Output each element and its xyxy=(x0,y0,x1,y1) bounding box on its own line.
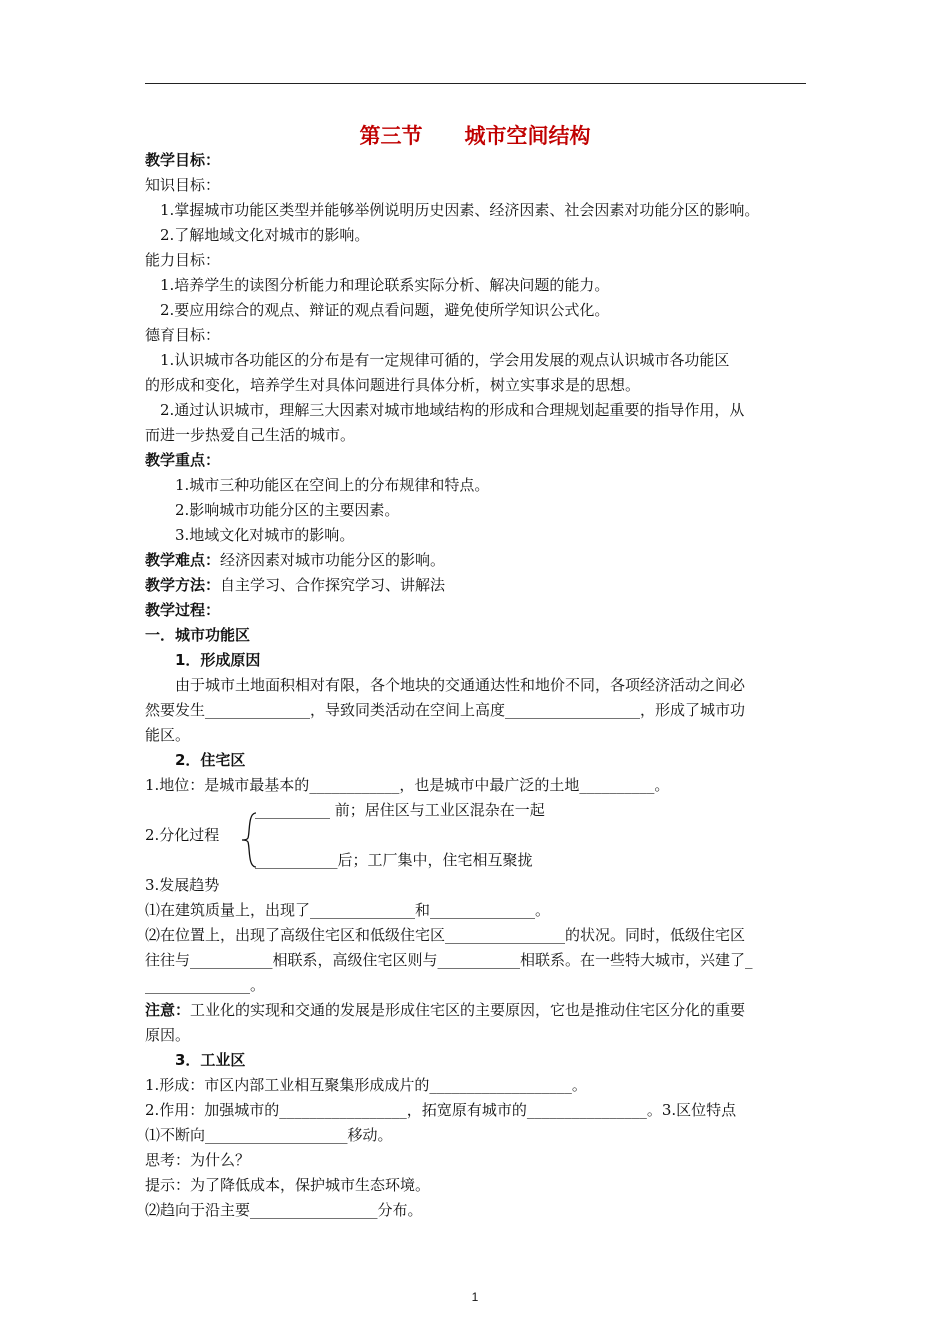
text-line: 往往与___________相联系，高级住宅区则与___________相联系。在一些特大城市，兴建了_ xyxy=(145,951,753,969)
text-line: ___________后；工厂集中，住宅相互聚拢 xyxy=(255,851,533,869)
text-line xyxy=(145,575,445,595)
text-line: 1.城市三种功能区在空间上的分布规律和特点。 xyxy=(175,476,490,494)
text-line: 由于城市土地面积相对有限，各个地块的交通通达性和地价不同，各项经济活动之间必 xyxy=(175,676,746,694)
text-line xyxy=(145,1000,745,1020)
text-line: 1.形成：市区内部工业相互聚集形成成片的___________________。 xyxy=(145,1076,587,1094)
text-line: 德育目标： xyxy=(145,326,221,344)
text-run: 工业化的实现和交通的发展是形成住宅区的主要原因，它也是推动住宅区分化的重要 xyxy=(190,1001,746,1019)
text-line: 而进一步热爱自己生活的城市。 xyxy=(145,426,356,444)
text-line: ⑴不断向___________________移动。 xyxy=(145,1126,393,1144)
text-line: 1.地位：是城市最基本的____________，也是城市中最广泛的土地__________。 xyxy=(145,776,670,794)
text-line: 2．住宅区 xyxy=(175,751,246,769)
text-line: 一．城市功能区 xyxy=(145,626,251,644)
text-line: 1.掌握城市功能区类型并能够举例说明历史因素、经济因素、社会因素对功能分区的影响。 xyxy=(160,201,760,219)
text-line: 教学重点： xyxy=(145,451,221,469)
brace-icon xyxy=(240,812,260,868)
text-line: ⑴在建筑质量上，出现了______________和______________。 xyxy=(145,901,551,919)
text-line: 提示：为了降低成本，保护城市生态环境。 xyxy=(145,1176,431,1194)
text-line: 然要发生______________，导致同类活动在空间上高度__________________，形成了城市功 xyxy=(145,701,746,719)
text-line: 1.认识城市各功能区的分布是有一定规律可循的，学会用发展的观点认识城市各功能区 xyxy=(160,351,730,369)
text-line: 能区。 xyxy=(145,726,191,744)
text-line: 思考：为什么？ xyxy=(145,1151,251,1169)
text-line: ⑵在位置上，出现了高级住宅区和低级住宅区________________的状况。同时，低级住宅区 xyxy=(145,926,746,944)
text-line: 3.发展趋势 xyxy=(145,876,220,894)
text-line: 的形成和变化，培养学生对具体问题进行具体分析，树立实事求是的思想。 xyxy=(145,376,641,394)
text-line: 1．形成原因 xyxy=(175,651,261,669)
text-line: 2.作用：加强城市的_________________，拓宽原有城市的________________。3.区位特点 xyxy=(145,1101,737,1119)
text-line: 2.了解地域文化对城市的影响。 xyxy=(160,226,370,244)
bold-label: 教学难点： xyxy=(145,551,221,569)
text-line: ⑵趋向于沿主要_________________分布。 xyxy=(145,1201,423,1219)
header-rule xyxy=(145,83,806,84)
text-line: 3．工业区 xyxy=(175,1051,246,1069)
page-number: 1 xyxy=(471,1290,479,1304)
section-title: 第三节 城市空间结构 xyxy=(359,124,591,148)
bold-label: 注意： xyxy=(145,1001,191,1019)
text-line xyxy=(145,550,445,570)
text-run: 经济因素对城市功能分区的影响。 xyxy=(220,551,446,569)
text-line: 2.分化过程 xyxy=(145,826,220,844)
text-line: 2.影响城市功能分区的主要因素。 xyxy=(175,501,400,519)
text-line: 3.地域文化对城市的影响。 xyxy=(175,526,355,544)
text-line: 知识目标： xyxy=(145,176,221,194)
text-run: 自主学习、合作探究学习、讲解法 xyxy=(220,576,446,594)
text-line: 2.要应用综合的观点、辩证的观点看问题，避免使所学知识公式化。 xyxy=(160,301,610,319)
text-line: 1.培养学生的读图分析能力和理论联系实际分析、解决问题的能力。 xyxy=(160,276,610,294)
text-line: 2.通过认识城市，理解三大因素对城市地域结构的形成和合理规划起重要的指导作用，从 xyxy=(160,401,745,419)
text-line: 原因。 xyxy=(145,1026,191,1044)
text-line: 教学过程： xyxy=(145,601,221,619)
text-line: 教学目标： xyxy=(145,151,221,169)
bold-label: 教学方法： xyxy=(145,576,221,594)
text-line: 能力目标： xyxy=(145,251,221,269)
text-line: ______________。 xyxy=(145,976,266,994)
text-line: __________ 前；居住区与工业区混杂在一起 xyxy=(255,801,545,819)
